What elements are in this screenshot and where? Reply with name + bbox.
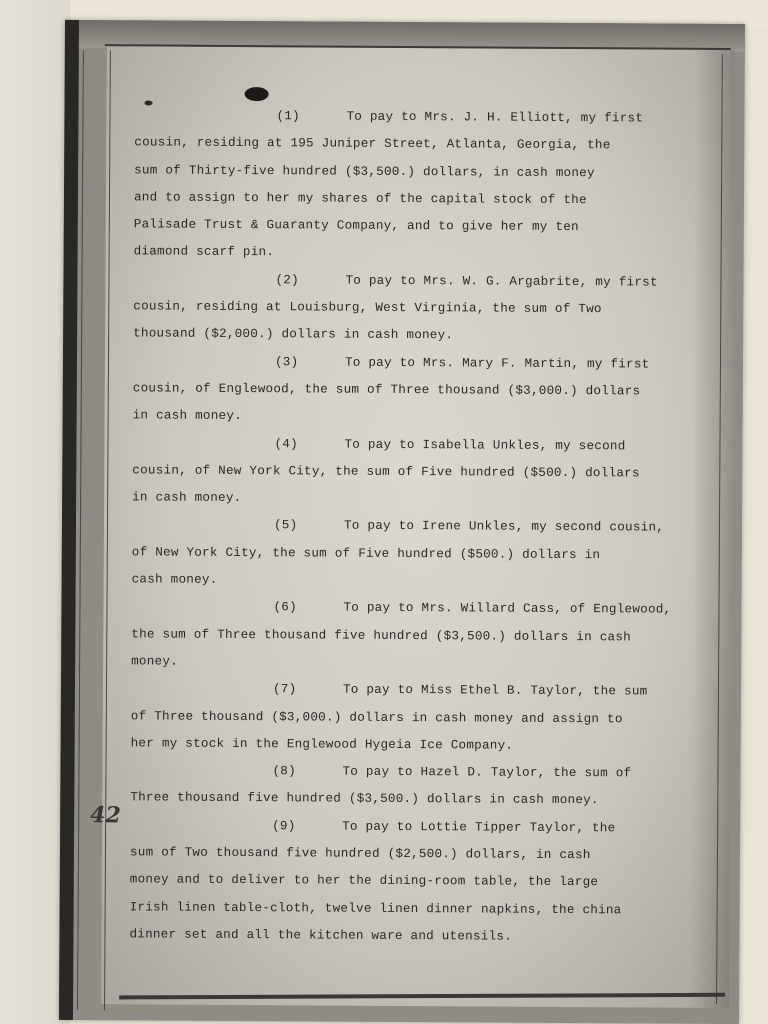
text-line: To pay to Irene Unkles, my second cousin, (343, 519, 665, 536)
bequest-3-line-3: in cash money. (132, 408, 242, 424)
bequest-1-line-2: cousin, residing at 195 Juniper Street, Atlanta, Georgia, the (134, 135, 611, 153)
bequest-5-line-2: of New York City, the sum of Five hundred ($500.) dollars in (131, 545, 601, 562)
bequest-5-line-1 (132, 512, 692, 543)
bequest-number: (3) (274, 354, 299, 370)
text-line: To pay to Hazel D. Taylor, the sum of (342, 764, 632, 781)
bequest-2-line-2: cousin, residing at Louisburg, West Virginia, the sum of Two (133, 299, 602, 317)
bequest-number: (8) (272, 764, 296, 779)
bequest-2-line-1 (133, 266, 693, 297)
bequest-6-line-1 (131, 594, 691, 625)
bequest-1-line-5: Palisade Trust & Guaranty Company, and to give her my ten (133, 217, 579, 235)
bequest-number: (5) (273, 518, 298, 533)
bequest-number: (6) (273, 600, 297, 615)
bequest-5-line-3: cash money. (131, 572, 218, 587)
bequest-1-line-4: and to assign to her my shares of the capital stock of the (133, 190, 587, 208)
bequest-6-line-2: the sum of Three thousand five hundred ($3,500.) dollars in cash (131, 626, 632, 645)
bequest-9-line-2: sum of Two thousand five hundred ($2,500.) dollars, in cash (129, 845, 591, 863)
bequest-2-line-3: thousand ($2,000.) dollars in cash money. (133, 326, 454, 343)
bequest-9-line-1 (130, 812, 690, 843)
left-margin-rule-outer (77, 50, 84, 1010)
bequest-9-line-5: dinner set and all the kitchen ware and utensils. (129, 927, 513, 944)
text-line: To pay to Lottie Tipper Taylor, the (342, 819, 616, 836)
bequest-1-line-6: diamond scarf pin. (133, 244, 275, 260)
bequest-4-line-3: in cash money. (132, 490, 242, 506)
bequest-9-line-4: Irish linen table-cloth, twelve linen dinner napkins, the china (129, 899, 622, 917)
bequest-8-line-1 (130, 757, 690, 788)
bequest-number: (9) (272, 818, 296, 834)
bequest-8-line-2: Three thousand five hundred ($3,500.) dollars in cash money. (130, 790, 599, 808)
bequest-1-line-3: sum of Thirty-five hundred ($3,500.) dollars, in cash money (134, 162, 595, 180)
bequest-6-line-3: money. (131, 654, 179, 669)
bequest-7-line-1 (131, 676, 691, 707)
photocopied-page (59, 20, 745, 1024)
bequest-3-line-2: cousin, of Englewood, the sum of Three thousand ($3,000.) dollars (132, 381, 641, 399)
bequest-number: (7) (272, 682, 297, 697)
handwritten-page-number: 42 (90, 802, 121, 829)
bequest-4-line-2: cousin, of New York City, the sum of Five hundred ($500.) dollars (132, 463, 640, 481)
bequest-number: (4) (274, 436, 298, 451)
text-line: To pay to Mrs. W. G. Argabrite, my first (345, 273, 658, 290)
text-line: To pay to Isabella Unkles, my second (344, 437, 626, 453)
bequest-1-line-1 (134, 102, 694, 133)
will-text-body (129, 102, 694, 952)
bequest-3-line-1 (133, 348, 693, 379)
text-line: To pay to Mrs. Willard Cass, of Englewood, (343, 600, 672, 617)
text-line: To pay to Mrs. Mary F. Martin, my first (344, 355, 650, 372)
ink-blot-mark (245, 87, 269, 101)
right-shadow (689, 50, 735, 1008)
bequest-7-line-2: of Three thousand ($3,000.) dollars in cash money and assign to (130, 708, 623, 726)
bequest-9-line-3: money and to deliver to her the dining-room table, the large (129, 872, 599, 890)
text-line: To pay to Mrs. J. H. Elliott, my first (346, 109, 644, 126)
bequest-4-line-1 (132, 430, 692, 461)
bequest-7-line-3: her my stock in the Englewood Hygeia Ice Company. (130, 736, 514, 753)
bequest-number: (2) (275, 273, 299, 288)
bequest-number: (1) (276, 109, 300, 124)
text-line: To pay to Miss Ethel B. Taylor, the sum (342, 682, 648, 699)
